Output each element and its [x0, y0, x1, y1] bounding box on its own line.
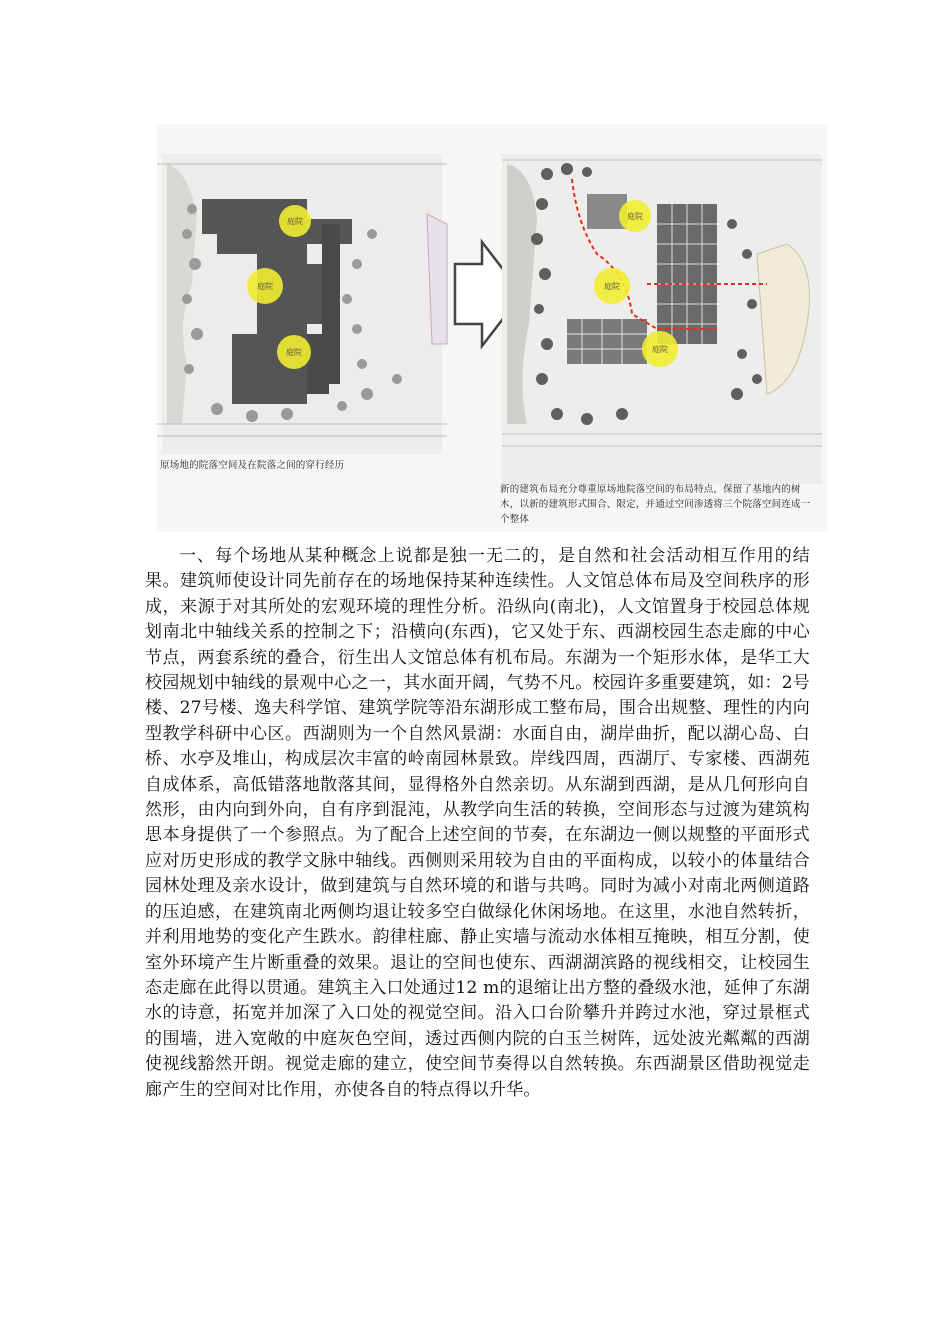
- right-figure-caption: 新的建筑布局充分尊重原场地院落空间的布局特点，保留了基地内的树木，以新的建筑形式围合、限定，并通过空间渗透将三个院落空间连成一个整体: [500, 484, 811, 525]
- new-site-plan: [502, 154, 822, 484]
- courtyard-label-3: 庭院: [286, 348, 302, 357]
- courtyard-label-2: 庭院: [257, 282, 273, 291]
- left-figure-caption: 原场地的院落空间及在院落之间的穿行经历: [160, 460, 345, 471]
- south-building-wing: [307, 334, 329, 394]
- new-south-building: [567, 319, 647, 364]
- original-site-plan: [157, 154, 447, 454]
- new-courtyard-label-1: 庭院: [627, 212, 643, 221]
- new-courtyard-label-2: 庭院: [604, 282, 620, 291]
- courtyard-label-1: 庭院: [287, 217, 303, 226]
- new-courtyard-label-3: 庭院: [652, 345, 668, 354]
- body-paragraph: 一、每个场地从某种概念上说都是独一无二的，是自然和社会活动相互作用的结果。建筑师使设计同先前存在的场地保持某种连续性。人文馆总体布局及空间秩序的形成，来源于对其所处的宏观环境的理性分析。沿纵向(南北)，人文馆置身于校园总体规划南北中轴线关系的控制之下；沿横向(东西)，它又处于东、西湖校园生态走廊的中心节点，两套系统的叠合，衍生出人文馆总体有机布局。东湖为一个矩形水体，是华工大校园规划中轴线的景观中心之一，其水面开阔，气势不凡。校园许多重要建筑，如：2号楼、27号楼、逸夫科学馆、建筑学院等沿东湖形成工整布局，围合出规整、理性的内向型教学科研中心区。西湖则为一个自然风景湖：水面自由，湖岸曲折，配以湖心岛、白桥、水亭及堆山，构成层次丰富的岭南园林景致。岸线四周，西湖厅、专家楼、西湖苑自成体系，高低错落地散落其间，显得格外自然亲切。从东湖到西湖，是从几何形向自然形，由内向到外向，自有序到混沌，从教学向生活的转换，空间形态与过渡为建筑构思本身提供了一个参照点。为了配合上述空间的节奏，在东湖边一侧以规整的平面形式应对历史形成的教学文脉中轴线。西侧则采用较为自由的平面构成，以较小的体量结合园林处理及亲水设计，做到建筑与自然环境的和谐与共鸣。同时为减小对南北两侧道路的压迫感，在建筑南北两侧均退让较多空白做绿化休闲场地。在这里，水池自然转折，并利用地势的变化产生跌水。韵律柱廊、静止实墙与流动水体相互掩映，相互分割，使室外环境产生片断重叠的效果。退让的空间也使东、西湖湖滨路的视线相交，让校园生态走廊在此得以贯通。建筑主入口处通过12 m的退缩让出方整的叠级水池，延伸了东湖水的诗意，拓宽并加深了入口处的视觉空间。沿入口台阶攀升并跨过水池，穿过景框式的围墙，进入宽敞的中庭灰色空间，透过西侧内院的白玉兰树阵，远处波光粼粼的西湖使视线豁然开朗。视觉走廊的建立，使空间节奏得以自然转换。东西湖景区借助视觉走廊产生的空间对比作用，亦使各自的特点得以升华。: [145, 546, 810, 1100]
